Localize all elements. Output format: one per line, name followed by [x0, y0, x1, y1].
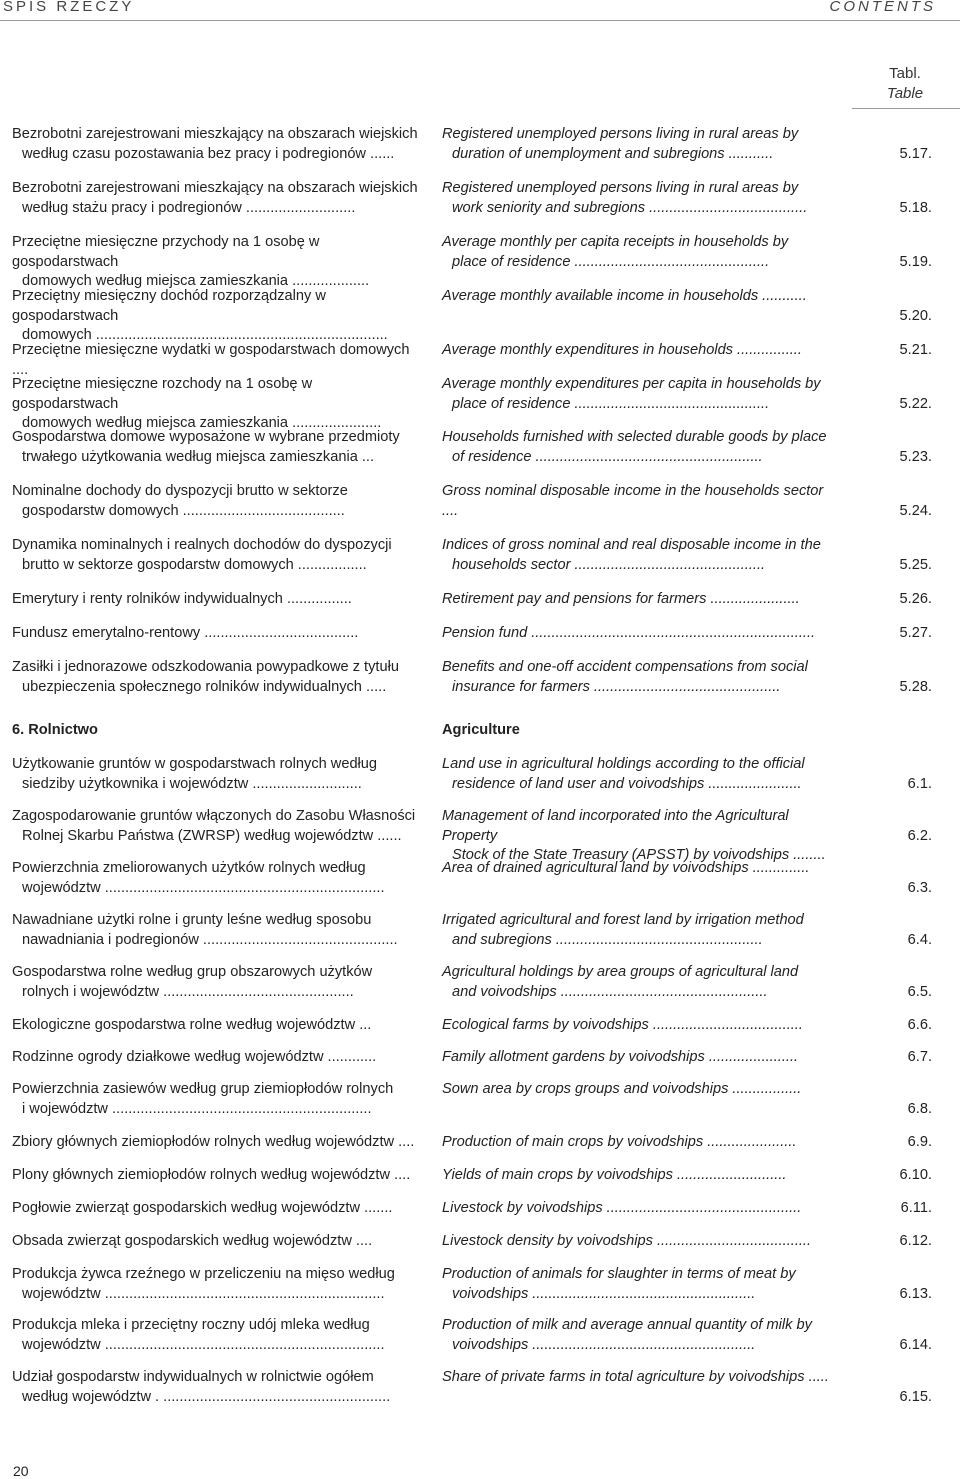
title-line: Yields of main crops by voivodships ...........................: [442, 1167, 787, 1183]
title-line: Udział gospodarstw indywidualnych w rolnictwie ogółem: [12, 1369, 374, 1385]
title-line: Agriculture: [442, 722, 520, 738]
entry-title-en: [442, 721, 842, 741]
title-line: voivodships .......................................................: [452, 1285, 756, 1302]
entry-title-pl: [12, 721, 418, 741]
title-line: place of residence ................................................: [452, 395, 770, 412]
entry-title-en: [442, 624, 842, 644]
entry-title-pl: [12, 859, 418, 898]
entry-title-en: [442, 1316, 842, 1355]
title-line: Przeciętne miesięczne przychody na 1 osobę w gospodarstwach: [12, 234, 320, 270]
title-line: Przeciętne miesięczne wydatki w gospodarstwach domowych ....: [12, 342, 410, 378]
entry-title-pl: [12, 1368, 418, 1407]
table-number: 5.18.: [899, 199, 932, 216]
title-line: województw .....................................................................: [22, 1285, 385, 1302]
table-number: 6.5.: [907, 983, 932, 1000]
entry-title-en: [442, 179, 842, 218]
title-line: Production of main crops by voivodships ......................: [442, 1134, 797, 1150]
title-line: Nominalne dochody do dyspozycji brutto w sektorze: [12, 483, 348, 499]
table-label-rule: [852, 108, 960, 109]
title-line: według czasu pozostawania bez pracy i podregionów ......: [22, 145, 395, 162]
table-number: 5.26.: [899, 591, 932, 607]
table-number: 6.6.: [907, 1017, 932, 1033]
table-number: 5.20.: [899, 307, 932, 324]
title-line: Emerytury i renty rolników indywidualnych ................: [12, 591, 352, 607]
entry-title-en: [442, 536, 842, 575]
title-line: and subregions ...................................................: [452, 931, 763, 948]
title-line: Benefits and one-off accident compensations from social: [442, 659, 808, 675]
entry-title-en: [442, 1133, 842, 1153]
title-line: według województw . ........................................................: [22, 1388, 391, 1405]
entry-title-pl: [12, 1199, 418, 1219]
title-line: domowych ........................................................................: [22, 327, 388, 344]
title-line: siedziby użytkownika i województw ...........................: [22, 775, 362, 792]
title-line: Ecological farms by voivodships .....................................: [442, 1017, 803, 1033]
table-number: 6.15.: [899, 1388, 932, 1405]
table-number: 5.23.: [899, 448, 932, 465]
entry-title-en: [442, 1265, 842, 1304]
title-line: Użytkowanie gruntów w gospodarstwach rolnych według: [12, 756, 378, 772]
title-line: Gross nominal disposable income in the households sector ....: [442, 483, 824, 519]
table-number: 6.7.: [907, 1049, 932, 1065]
entry-title-pl: [12, 1265, 418, 1304]
title-line: Share of private farms in total agriculture by voivodships .....: [442, 1369, 829, 1385]
entry-title-en: [442, 341, 842, 361]
entry-title-en: [442, 482, 842, 521]
entry-title-en: [442, 1016, 842, 1036]
entry-title-pl: [12, 963, 418, 1002]
title-line: i województw ................................................................: [22, 1100, 372, 1117]
entry-title-pl: [12, 1080, 418, 1119]
title-line: Rodzinne ogrody działkowe według województw ............: [12, 1049, 377, 1065]
table-label-en: Table: [886, 85, 924, 102]
entry-title-pl: [12, 482, 418, 521]
table-number: 5.21.: [899, 342, 932, 358]
title-line: domowych według miejsca zamieszkania ...................: [22, 273, 370, 290]
title-line: Produkcja mleka i przeciętny roczny udój mleka według: [12, 1317, 370, 1333]
title-line: ubezpieczenia społecznego rolników indywidualnych .....: [22, 678, 387, 695]
title-line: Stock of the State Treasury (APSST) by voivodships ........: [452, 847, 826, 864]
header-title-pl: SPIS RZECZY: [3, 0, 135, 15]
entry-title-pl: [12, 911, 418, 950]
entry-title-pl: [12, 755, 418, 794]
entry-title-pl: [12, 287, 418, 346]
title-line: Bezrobotni zarejestrowani mieszkający na obszarach wiejskich: [12, 180, 418, 196]
entry-title-en: [442, 233, 842, 272]
header-rule: [0, 20, 960, 21]
table-number: 5.22.: [899, 395, 932, 412]
table-number: 5.27.: [899, 625, 932, 641]
entry-title-en: [442, 428, 842, 467]
title-line: Pension fund ......................................................................: [442, 625, 816, 641]
entry-title-pl: [12, 536, 418, 575]
title-line: Bezrobotni zarejestrowani mieszkający na obszarach wiejskich: [12, 126, 418, 142]
title-line: województw .....................................................................: [22, 879, 385, 896]
entry-title-en: [442, 590, 842, 610]
title-line: gospodarstw domowych ........................................: [22, 502, 345, 519]
table-number: 6.12.: [899, 1233, 932, 1249]
title-line: Livestock density by voivodships ......................................: [442, 1233, 812, 1249]
title-line: Nawadniane użytki rolne i grunty leśne według sposobu: [12, 912, 372, 928]
entry-title-pl: [12, 1048, 418, 1068]
entry-title-pl: [12, 624, 418, 644]
title-line: Agricultural holdings by area groups of agricultural land: [442, 964, 799, 980]
title-line: rolnych i województw ...............................................: [22, 983, 354, 1000]
table-column-label: [852, 64, 958, 104]
title-line: Livestock by voivodships ................................................: [442, 1200, 802, 1216]
header-title-en: CONTENTS: [829, 0, 936, 15]
table-number: 5.25.: [899, 556, 932, 573]
title-line: województw .....................................................................: [22, 1336, 385, 1353]
table-number: 6.9.: [907, 1134, 932, 1150]
entry-title-pl: [12, 590, 418, 610]
entry-title-en: [442, 1166, 842, 1186]
title-line: Households furnished with selected durable goods by place: [442, 429, 827, 445]
title-line: residence of land user and voivodships .......................: [452, 775, 802, 792]
entry-title-pl: [12, 179, 418, 218]
title-line: Plony głównych ziemiopłodów rolnych według województw ....: [12, 1167, 411, 1183]
table-number: 5.17.: [899, 145, 932, 162]
title-line: Average monthly available income in households ...........: [442, 288, 807, 304]
table-number: 6.13.: [899, 1285, 932, 1302]
title-line: Average monthly expenditures per capita in households by: [442, 376, 821, 392]
entry-title-pl: [12, 428, 418, 467]
title-line: Registered unemployed persons living in rural areas by: [442, 126, 799, 142]
entry-title-pl: [12, 658, 418, 697]
title-line: Przeciętny miesięczny dochód rozporządzalny w gospodarstwach: [12, 288, 326, 324]
entry-title-en: [442, 1368, 842, 1388]
title-line: work seniority and subregions .......................................: [452, 199, 808, 216]
title-line: Family allotment gardens by voivodships ......................: [442, 1049, 799, 1065]
table-number: 5.28.: [899, 678, 932, 695]
title-line: Average monthly expenditures in households ................: [442, 342, 802, 358]
title-line: Average monthly per capita receipts in households by: [442, 234, 789, 250]
title-line: Land use in agricultural holdings according to the official: [442, 756, 805, 772]
entry-title-pl: [12, 1016, 418, 1036]
entry-title-en: [442, 859, 842, 879]
entry-title-pl: [12, 375, 418, 434]
title-line: and voivodships ...................................................: [452, 983, 768, 1000]
title-line: 6. Rolnictwo: [12, 722, 98, 738]
table-number: 6.10.: [899, 1167, 932, 1183]
entry-title-en: [442, 755, 842, 794]
title-line: Production of animals for slaughter in terms of meat by: [442, 1266, 796, 1282]
entry-title-en: [442, 125, 842, 164]
entry-title-pl: [12, 125, 418, 164]
table-number: 6.11.: [900, 1200, 932, 1216]
entry-title-en: [442, 963, 842, 1002]
entry-title-en: [442, 1232, 842, 1252]
entry-title-en: [442, 287, 842, 307]
title-line: Zasiłki i jednorazowe odszkodowania powypadkowe z tytułu: [12, 659, 399, 675]
entry-title-en: [442, 911, 842, 950]
title-line: Przeciętne miesięczne rozchody na 1 osobę w gospodarstwach: [12, 376, 313, 412]
entry-title-pl: [12, 807, 418, 846]
entry-title-en: [442, 658, 842, 697]
title-line: Production of milk and average annual quantity of milk by: [442, 1317, 812, 1333]
entry-title-en: [442, 1048, 842, 1068]
table-number: 6.1.: [907, 775, 932, 792]
entry-title-pl: [12, 1232, 418, 1252]
title-line: Zbiory głównych ziemiopłodów rolnych według województw ....: [12, 1134, 415, 1150]
entry-title-pl: [12, 1133, 418, 1153]
table-number: 6.4.: [907, 931, 932, 948]
title-line: Rolnej Skarbu Państwa (ZWRSP) według województw ......: [22, 827, 402, 844]
title-line: nawadniania i podregionów ................................................: [22, 931, 398, 948]
title-line: of residence ........................................................: [452, 448, 763, 465]
table-label-pl: Tabl.: [889, 65, 921, 82]
title-line: households sector ...............................................: [452, 556, 766, 573]
title-line: Sown area by crops groups and voivodships .................: [442, 1081, 802, 1097]
page-number: 20: [13, 1463, 29, 1479]
table-number: 5.19.: [899, 253, 932, 270]
entry-title-en: [442, 1199, 842, 1219]
title-line: Irrigated agricultural and forest land by irrigation method: [442, 912, 804, 928]
title-line: Management of land incorporated into the Agricultural Property: [442, 808, 789, 844]
title-line: Retirement pay and pensions for farmers ......................: [442, 591, 800, 607]
entry-title-pl: [12, 1316, 418, 1355]
title-line: Dynamika nominalnych i realnych dochodów do dyspozycji: [12, 537, 392, 553]
entry-title-en: [442, 807, 842, 866]
entry-title-pl: [12, 1166, 418, 1186]
entry-title-pl: [12, 233, 418, 292]
title-line: Zagospodarowanie gruntów włączonych do Zasobu Własności: [12, 808, 416, 824]
table-number: 6.14.: [899, 1336, 932, 1353]
title-line: Produkcja żywca rzeźnego w przeliczeniu na mięso według: [12, 1266, 395, 1282]
title-line: Registered unemployed persons living in rural areas by: [442, 180, 799, 196]
table-number: 6.2.: [907, 827, 932, 844]
entry-title-en: [442, 1080, 842, 1100]
title-line: trwałego użytkowania według miejsca zamieszkania ...: [22, 448, 375, 465]
title-line: Pogłowie zwierząt gospodarskich według województw .......: [12, 1200, 393, 1216]
title-line: duration of unemployment and subregions ...........: [452, 145, 774, 162]
title-line: domowych według miejsca zamieszkania ......................: [22, 415, 382, 432]
title-line: Powierzchnia zasiewów według grup ziemiopłodów rolnych: [12, 1081, 394, 1097]
title-line: insurance for farmers ..............................................: [452, 678, 781, 695]
title-line: Gospodarstwa rolne według grup obszarowych użytków: [12, 964, 373, 980]
title-line: Indices of gross nominal and real disposable income in the: [442, 537, 821, 553]
title-line: place of residence ................................................: [452, 253, 770, 270]
title-line: według stażu pracy i podregionów ...........................: [22, 199, 356, 216]
title-line: Gospodarstwa domowe wyposażone w wybrane przedmioty: [12, 429, 400, 445]
title-line: Powierzchnia zmeliorowanych użytków rolnych według: [12, 860, 366, 876]
table-number: 5.24.: [899, 502, 932, 519]
title-line: Obsada zwierząt gospodarskich według województw ....: [12, 1233, 373, 1249]
table-number: 6.3.: [907, 879, 932, 896]
title-line: Area of drained agricultural land by voivodships ..............: [442, 860, 810, 876]
table-number: 6.8.: [907, 1100, 932, 1117]
title-line: Ekologiczne gospodarstwa rolne według województw ...: [12, 1017, 372, 1033]
title-line: Fundusz emerytalno-rentowy ......................................: [12, 625, 359, 641]
title-line: brutto w sektorze gospodarstw domowych .................: [22, 556, 367, 573]
entry-title-en: [442, 375, 842, 414]
title-line: voivodships .......................................................: [452, 1336, 756, 1353]
